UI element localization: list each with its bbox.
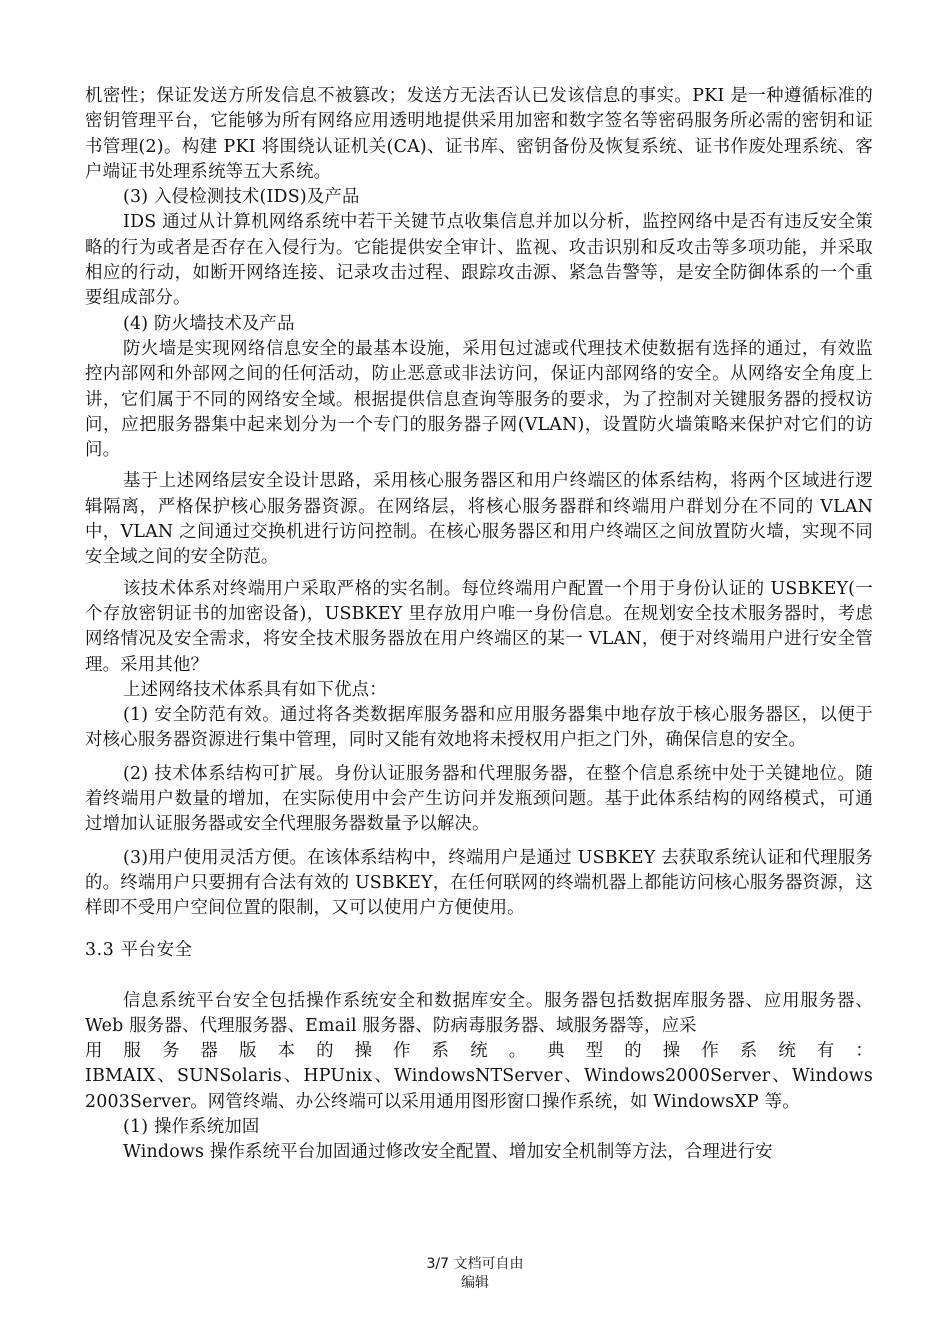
paragraph-platform-3: IBMAIX、SUNSolaris、HPUnix、WindowsNTServer、Windows2000Server、Windows 2003Server。网管终端、办公终端可以采用通用图形窗口操作系统，如 WindowsXP 等。 <box>85 1066 873 1112</box>
subheading-firewall: (4) 防火墙技术及产品 <box>123 313 295 334</box>
paragraph-advantages-intro: 上述网络技术体系具有如下优点： <box>123 679 387 700</box>
paragraph-windows-hardening: Windows 操作系统平台加固通过修改安全配置、增加安全机制等方法，合理进行安 <box>123 1142 773 1163</box>
paragraph-advantage-1: (1) 安全防范有效。通过将各类数据库服务器和应用服务器集中地存放于核心服务器区，以便于对核心服务器资源进行集中管理，同时又能有效地将未授权用户拒之门外，确保信息的安全。 <box>85 705 873 751</box>
paragraph-advantage-2: (2) 技术体系结构可扩展。身份认证服务器和代理服务器，在整个信息系统中处于关键地位。随着终端用户数量的增加，在实际使用中会产生访问并发瓶颈问题。基于此体系结构的网络模式，可通过增加认证服务器或安全代理服务器数量予以解决。 <box>85 763 873 835</box>
section-heading: 3.3 平台安全 <box>85 939 193 960</box>
footer-note: 编辑 <box>461 1275 489 1291</box>
footer-page-number: 3/7 文档可自由 <box>426 1256 524 1272</box>
paragraph-firewall: 防火墙是实现网络信息安全的最基本设施，采用包过滤或代理技术使数据有选择的通过，有效监控内部网和外部网之间的任何活动，防止恶意或非法访问，保证内部网络的安全。从网络安全角度上讲，它们属于不同的网络安全域。根据提供信息查询等服务的要求，为了控制对关键服务器的授权访问，应把服务器集中起来划分为一个专门的服务器子网(VLAN)，设置防火墙策略来保护对它们的访问。 <box>85 338 873 461</box>
paragraph-platform-2: 用 服 务 器 版 本 的 操 作 系 统 。 典 型 的 操 作 系 统 有 ： <box>85 1041 873 1062</box>
paragraph-ids: IDS 通过从计算机网络系统中若干关键节点收集信息并加以分析，监控网络中是否有违反安全策略的行为或者是否存在入侵行为。它能提供安全审计、监视、攻击识别和反攻击等多项功能，并采取相应的行动，如断开网络连接、记录攻击过程、跟踪攻击源、紧急告警等，是安全防御体系的一个重要组成部分。 <box>85 212 873 309</box>
paragraph-platform-1: 信息系统平台安全包括操作系统安全和数据库安全。服务器包括数据库服务器、应用服务器、Web 服务器、代理服务器、Email 服务器、防病毒服务器、域服务器等，应采 <box>85 990 873 1036</box>
paragraph-network-design: 基于上述网络层安全设计思路，采用核心服务器区和用户终端区的体系结构，将两个区域进行逻辑隔离，严格保护核心服务器资源。在网络层，将核心服务器群和终端用户群划分在不同的 VLAN 中，VLAN 之间通过交换机进行访问控制。在核心服务器区和用户终端区之间放置防火墙，实现不同安全域之间的安全防范。 <box>85 471 873 568</box>
paragraph-usbkey: 该技术体系对终端用户采取严格的实名制。每位终端用户配置一个用于身份认证的 USBKEY(一个存放密钥证书的加密设备)，USBKEY 里存放用户唯一身份信息。在规划安全技术服务器时，考虑网络情况及安全需求，将安全技术服务器放在用户终端区的某一 VLAN，便于对终端用户进行安全管理。采用其他？ <box>85 578 873 675</box>
page-footer <box>0 1255 950 1293</box>
subheading-ids: (3) 入侵检测技术(IDS)及产品 <box>123 187 360 208</box>
paragraph-pki: 机密性；保证发送方所发信息不被篡改；发送方无法否认已发该信息的事实。PKI 是一种遵循标准的密钥管理平台，它能够为所有网络应用透明地提供采用加密和数字签名等密码服务所必需的密钥和证书管理(2)。构建 PKI 将围绕认证机关(CA)、证书库、密钥备份及恢复系统、证书作废处理系统、客户端证书处理系统等五大系统。 <box>85 86 873 182</box>
subheading-os-hardening: (1) 操作系统加固 <box>123 1116 260 1137</box>
paragraph-advantage-3: (3)用户使用灵活方便。在该体系结构中，终端用户是通过 USBKEY 去获取系统认证和代理服务的。终端用户只要拥有合法有效的 USBKEY，在任何联网的终端机器上都能访问核心服务器资源，这样即不受用户空间位置的限制，又可以使用户方便使用。 <box>85 847 873 919</box>
document-body <box>85 84 873 1166</box>
